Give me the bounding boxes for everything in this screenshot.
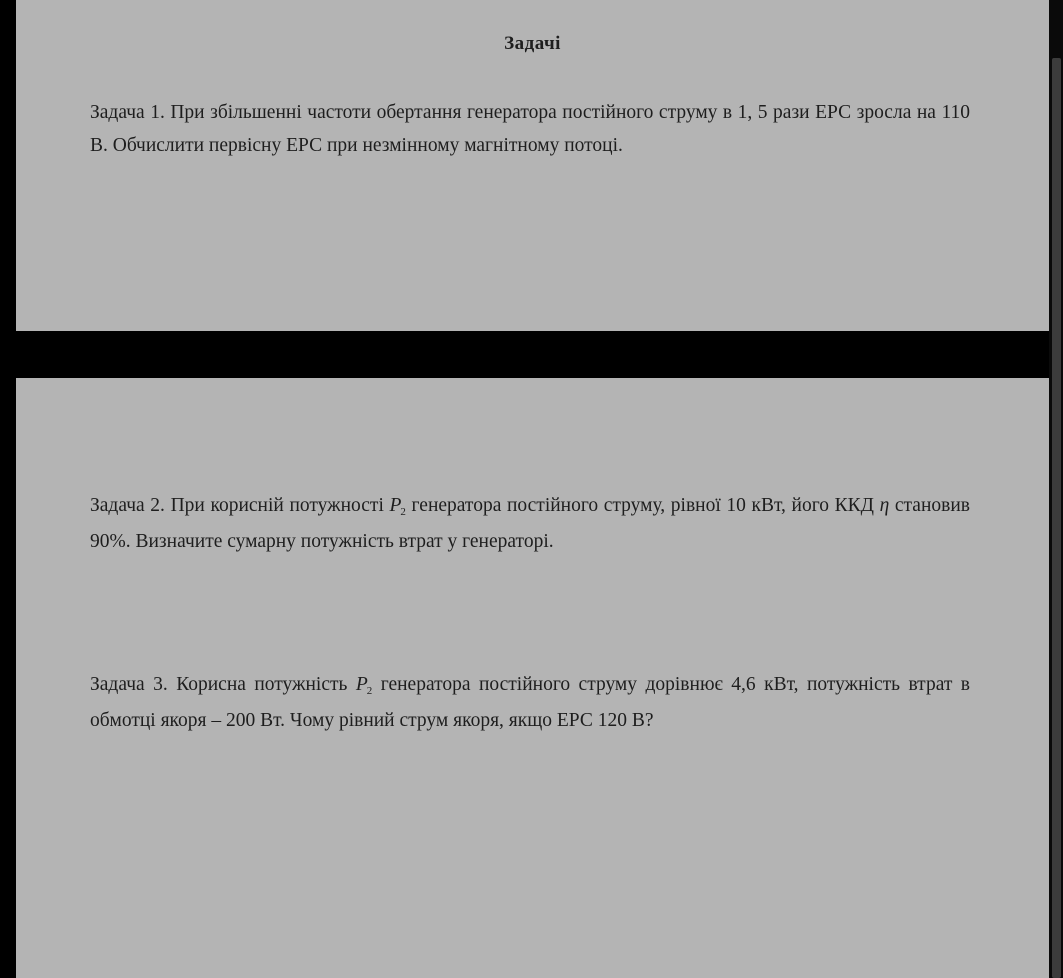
task-2-text-before: При корисній потужності — [170, 495, 384, 516]
task-3-label: Задача 3. — [90, 674, 168, 695]
task-1-label: Задача 1. — [90, 102, 165, 123]
page-title: Задачі — [504, 33, 561, 54]
task-1-text: При збільшенні частоти обертання генератора постійного струму в 1, 5 рази ЕРС зросла на 110 В. Обчислити первісну ЕРС при незмінному магнітному потоці. — [90, 102, 970, 156]
power-symbol: $P_2$ — [355, 674, 373, 697]
task-2 — [90, 489, 970, 558]
task-3-text-before: Корисна потужність — [176, 674, 348, 695]
vertical-scrollbar[interactable] — [1049, 0, 1063, 978]
task-3-text-after: генератора постійного струму дорівнює 4,6 кВт, потужність втрат в обмотці якоря – 200 Вт. Чому рівний струм якоря, якщо ЕРС 120 В? — [90, 674, 971, 731]
task-1 — [90, 96, 970, 162]
task-3 — [90, 668, 970, 737]
scrollbar-thumb[interactable] — [1052, 58, 1061, 978]
power-symbol: $P_2$ — [389, 495, 406, 518]
task-2-label: Задача 2. — [90, 495, 165, 516]
page-section-top — [16, 0, 1049, 331]
power-symbol-subscript: 2 — [400, 506, 406, 518]
task-2-text-middle: генератора постійного струму, рівної 10 кВт, його ККД — [411, 495, 874, 516]
power-symbol-subscript: 2 — [366, 685, 373, 697]
page-section-bottom — [16, 378, 1049, 978]
task-2-text-after: становив 90%. Визначите сумарну потужність втрат у генераторі. — [90, 495, 970, 552]
efficiency-symbol: η — [879, 495, 890, 516]
